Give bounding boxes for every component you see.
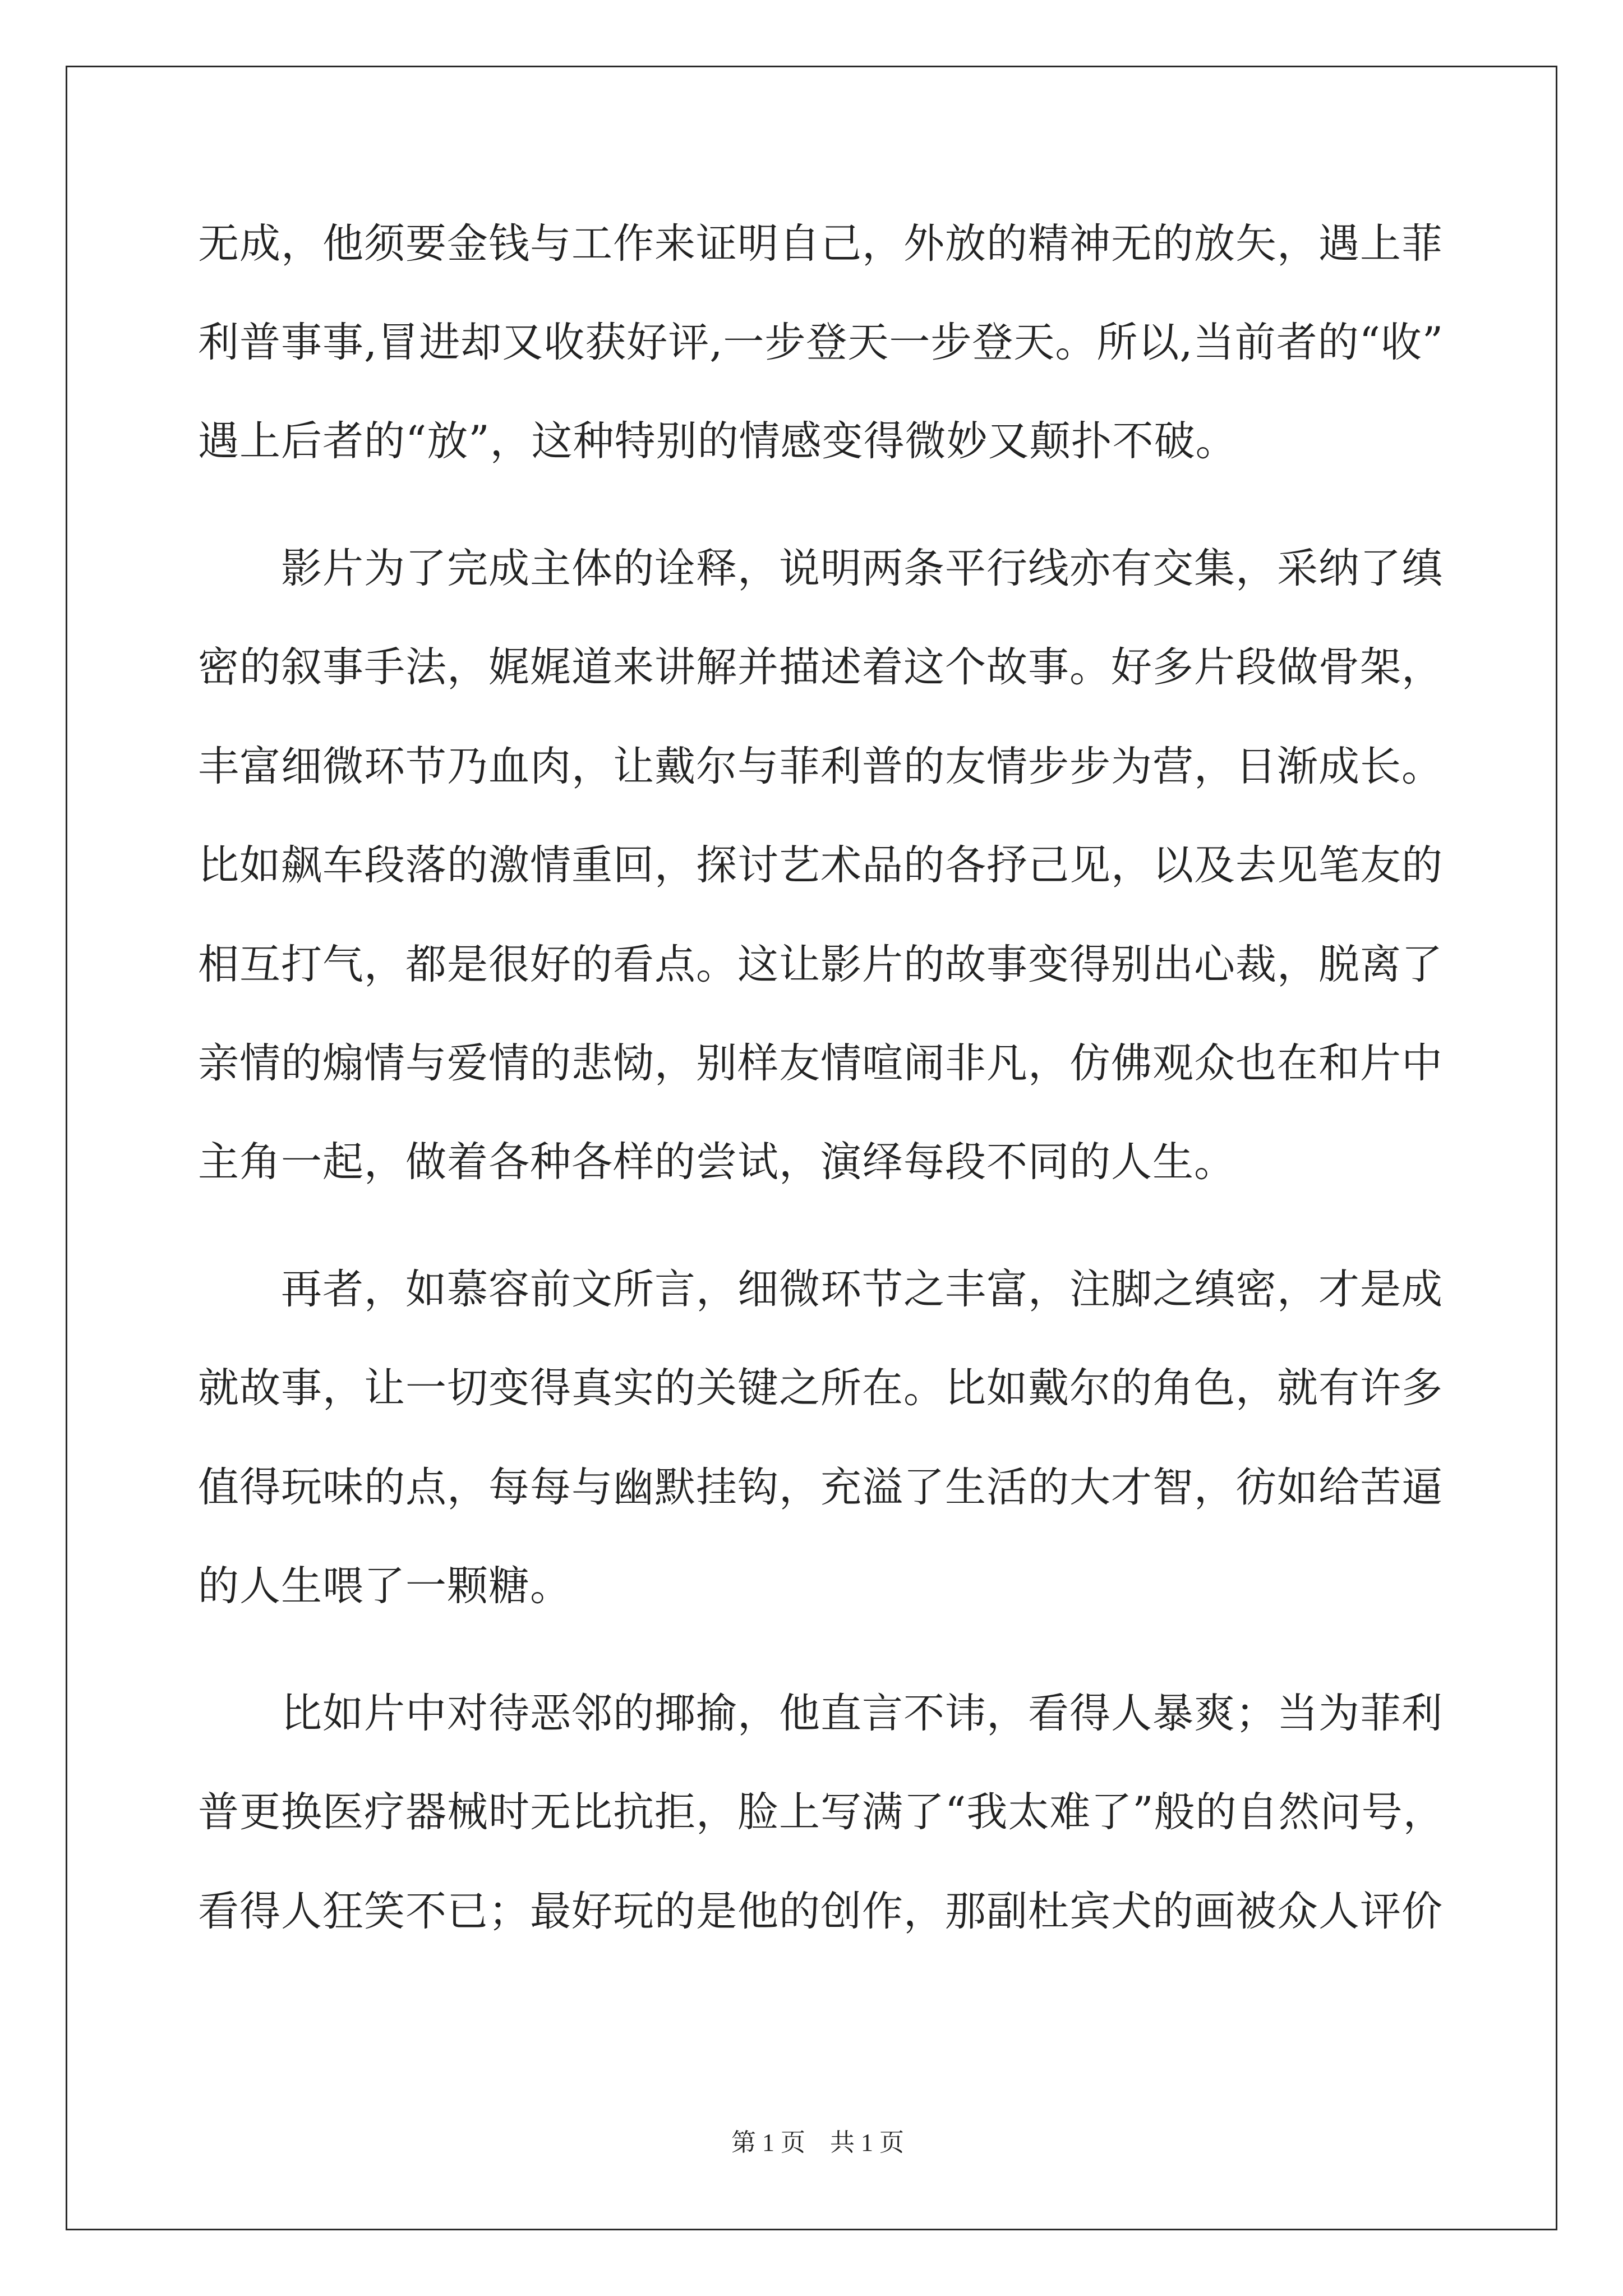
- text-line: 就故事，让一切变得真实的关键之所在。比如戴尔的角色，就有许多: [198, 1364, 1443, 1412]
- text-line: 丰富细微环节乃血肉，让戴尔与菲利普的友情步步为营，日渐成长。: [198, 743, 1443, 790]
- text-line: 比如片中对待恶邻的揶揄，他直言不讳，看得人暴爽；当为菲利: [198, 1690, 1443, 1737]
- text-line: 的人生喂了一颗糖。: [198, 1562, 571, 1610]
- text-line: 比如飙车段落的激情重回，探讨艺术品的各抒己见，以及去见笔友的: [198, 841, 1443, 889]
- text-line: 再者，如慕容前文所言，细微环节之丰富，注脚之缜密，才是成: [198, 1266, 1443, 1313]
- text-line: 普更换医疗器械时无比抗拒，脸上写满了“我太难了”般的自然问号，: [198, 1788, 1445, 1836]
- text-line: 影片为了完成主体的诠释，说明两条平行线亦有交集，采纳了缜: [198, 545, 1443, 592]
- text-line: 值得玩味的点，每每与幽默挂钩，充溢了生活的大才智，彷如给苦逼: [198, 1464, 1443, 1511]
- text-line: 无成，他须要金钱与工作来证明自己，外放的精神无的放矢，遇上菲: [198, 220, 1443, 268]
- text-line: 亲情的煽情与爱情的悲恸，别样友情喧闹非凡，仿佛观众也在和片中: [198, 1039, 1443, 1087]
- page-footer: [0, 2076, 1623, 2156]
- page-number-label: 第 1 页 共 1 页: [731, 2129, 904, 2156]
- text-line: 遇上后者的“放”，这种特别的情感变得微妙又颠扑不破。: [198, 417, 1237, 465]
- text-line: 利普事事,冒进却又收获好评,一步登天一步登天。所以,当前者的“收”: [198, 319, 1444, 366]
- text-line: 密的叙事手法，娓娓道来讲解并描述着这个故事。好多片段做骨架，: [198, 643, 1443, 691]
- text-line: 看得人狂笑不已；最好玩的是他的创作，那副杜宾犬的画被众人评价: [198, 1888, 1443, 1935]
- text-line: 相互打气，都是很好的看点。这让影片的故事变得别出心裁，脱离了: [198, 941, 1443, 988]
- text-line: 主角一起，做着各种各样的尝试，演绎每段不同的人生。: [198, 1138, 1235, 1186]
